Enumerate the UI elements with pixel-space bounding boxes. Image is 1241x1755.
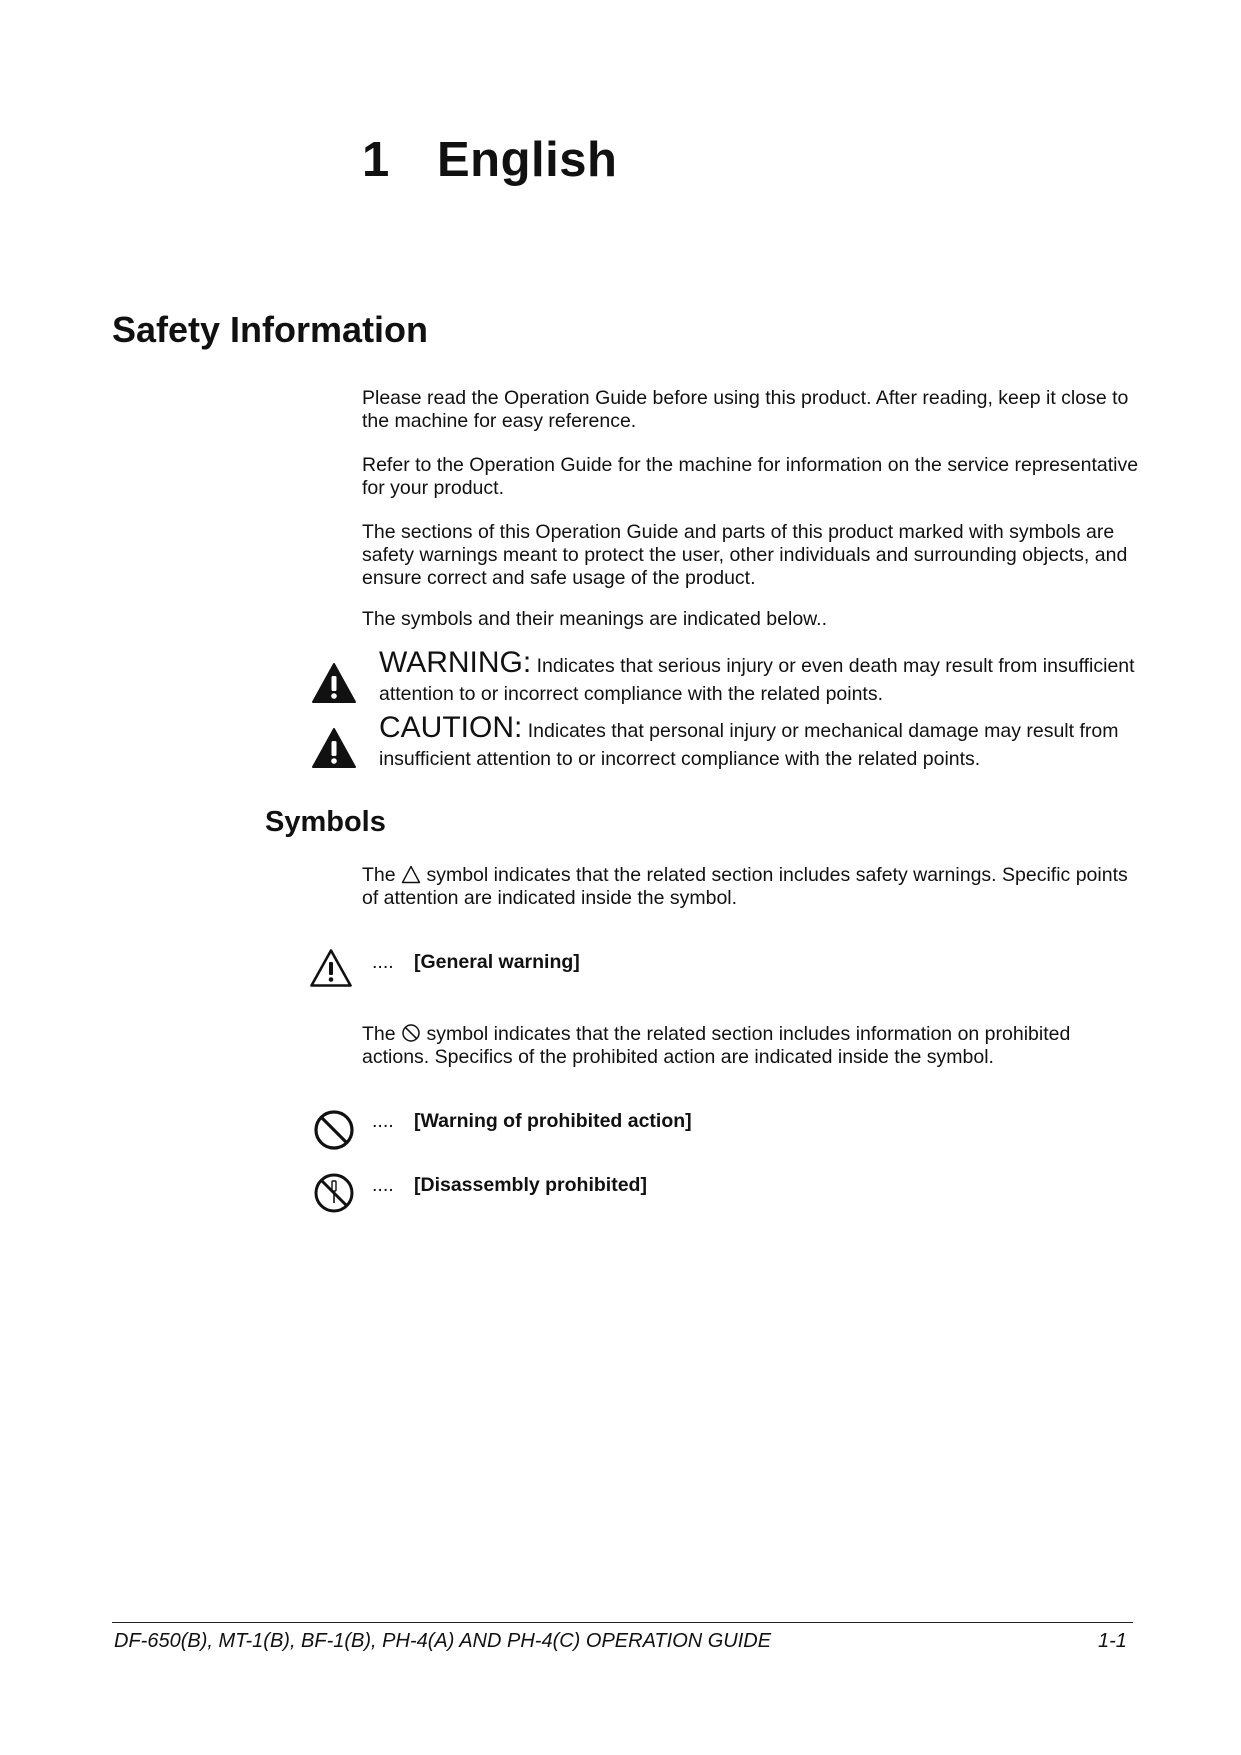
general-warning-label: [General warning]	[414, 951, 580, 973]
intro-paragraph-2: Refer to the Operation Guide for the machine for information on the service representative for your product.	[362, 454, 1139, 499]
footer-divider	[112, 1622, 1133, 1623]
intro-paragraph-4: The symbols and their meanings are indicated below..	[362, 608, 828, 630]
disassembly-label: [Disassembly prohibited]	[414, 1174, 647, 1196]
prohibited-label: [Warning of prohibited action]	[414, 1110, 692, 1132]
intro-paragraph-3: The sections of this Operation Guide and parts of this product marked with symbols are safety warnings meant to protect the user, other individuals and surrounding objects, and ensure correct and safe usage of the product.	[362, 521, 1128, 589]
chapter-heading	[362, 132, 617, 188]
caution-text: Indicates that personal injury or mechanical damage may result from insufficient attention to or incorrect compliance with the related points.	[379, 720, 1119, 770]
chapter-number: 1	[362, 133, 390, 187]
disassembly-dots: ....	[372, 1174, 394, 1196]
circle-para-post: symbol indicates that the related section includes information on prohibited actions. Specifics of the prohibited action are indicated inside the symbol.	[362, 1023, 1071, 1068]
prohibited-action-row	[372, 1110, 692, 1133]
chapter-title: English	[437, 133, 618, 187]
outline-triangle-icon	[401, 865, 421, 884]
warning-text: Indicates that serious injury or even death may result from insufficient attention to or incorrect compliance with the related points.	[379, 655, 1135, 705]
caution-statement	[379, 711, 1159, 773]
triangle-para-pre: The	[362, 864, 396, 886]
outline-prohibition-circle-icon	[401, 1023, 421, 1043]
caution-filled-triangle-icon	[311, 727, 357, 769]
prohibited-dots: ....	[372, 1110, 394, 1132]
prohibited-action-icon	[313, 1109, 355, 1151]
warning-filled-triangle-icon	[311, 662, 357, 704]
disassembly-prohibited-icon	[313, 1172, 355, 1214]
symbols-heading: Symbols	[265, 806, 386, 838]
footer-page-number: 1-1	[1098, 1630, 1127, 1652]
intro-paragraph-1: Please read the Operation Guide before using this product. After reading, keep it close to the machine for easy reference.	[362, 387, 1129, 432]
triangle-para-post: symbol indicates that the related section includes safety warnings. Specific points of attention are indicated inside the symbol.	[362, 864, 1128, 909]
warning-statement	[379, 646, 1159, 708]
triangle-symbol-paragraph	[362, 864, 1142, 910]
general-warning-row	[372, 951, 580, 974]
disassembly-prohibited-row	[372, 1174, 647, 1197]
section-title: Safety Information	[112, 309, 429, 350]
general-warning-icon	[309, 948, 353, 988]
prohibited-symbol-paragraph	[362, 1023, 1142, 1069]
warning-word: WARNING:	[379, 646, 532, 679]
general-warning-dots: ....	[372, 951, 394, 973]
circle-para-pre: The	[362, 1023, 396, 1045]
caution-word: CAUTION:	[379, 711, 523, 744]
footer-document-title: DF-650(B), MT-1(B), BF-1(B), PH-4(A) AND PH-4(C) OPERATION GUIDE	[114, 1630, 772, 1652]
